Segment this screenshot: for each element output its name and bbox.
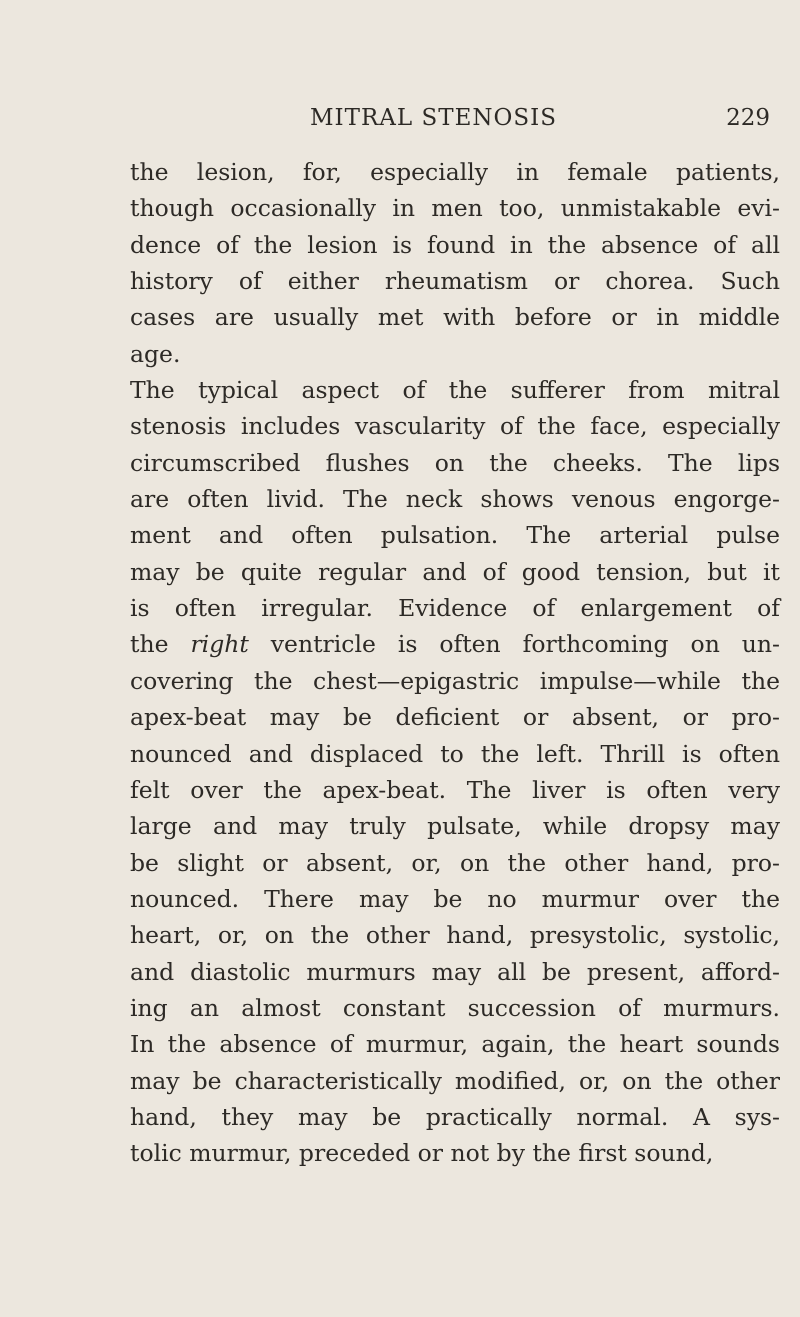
text-line: ment and often pulsation. The arterial pulse: [130, 521, 780, 550]
text-line: nounced. There may be no murmur over the: [130, 884, 780, 913]
text-line: age.: [130, 339, 181, 368]
running-head: [130, 105, 770, 135]
text-line: hand, they may be practically normal. A sys-: [130, 1102, 780, 1131]
page-number: 229: [726, 105, 770, 131]
text-line: In the absence of murmur, again, the heart sounds: [130, 1030, 780, 1059]
text-line: cases are usually met with before or in middle: [130, 303, 780, 332]
text-line: are often livid. The neck shows venous engorge-: [130, 485, 780, 514]
text-line: history of either rheumatism or chorea. Such: [130, 267, 780, 296]
text-line: is often irregular. Evidence of enlargement of: [130, 594, 780, 623]
text-line: heart, or, on the other hand, presystolic, systolic,: [130, 921, 780, 950]
body-text: [130, 154, 780, 1172]
text-line: covering the chest—epigastric impulse—while the: [130, 666, 780, 695]
text-line: stenosis includes vascularity of the face, especially: [130, 412, 780, 441]
italic-word: right: [190, 630, 249, 659]
text-line-with-italic: [130, 626, 780, 662]
text-line: though occasionally in men too, unmistakable evi-: [130, 194, 780, 223]
text-line: tolic murmur, preceded or not by the first sound,: [130, 1139, 714, 1168]
text-line: the lesion, for, especially in female patients,: [130, 158, 780, 186]
text-line: dence of the lesion is found in the absence of all: [130, 230, 780, 259]
text-line: ing an almost constant succession of murmurs.: [130, 993, 780, 1022]
text-line: be slight or absent, or, on the other hand, pro-: [130, 848, 780, 877]
text-line: may be quite regular and of good tension, but it: [130, 557, 780, 586]
text-line: may be characteristically modified, or, on the other: [130, 1066, 780, 1095]
text-line: circumscribed flushes on the cheeks. The lips: [130, 448, 780, 477]
text-line: nounced and displaced to the left. Thrill is often: [130, 739, 780, 768]
text-line: felt over the apex-beat. The liver is often very: [130, 775, 780, 804]
running-title: MITRAL STENOSIS: [310, 105, 557, 131]
text-line: and diastolic murmurs may all be present, afford-: [130, 957, 780, 986]
text-line: large and may truly pulsate, while dropsy may: [130, 812, 780, 841]
text-fragment: the: [130, 630, 191, 659]
text-line: The typical aspect of the sufferer from mitral: [130, 376, 780, 405]
text-line: apex-beat may be deficient or absent, or pro-: [130, 703, 780, 732]
text-fragment: ventricle is often forthcoming on un-: [248, 630, 780, 659]
